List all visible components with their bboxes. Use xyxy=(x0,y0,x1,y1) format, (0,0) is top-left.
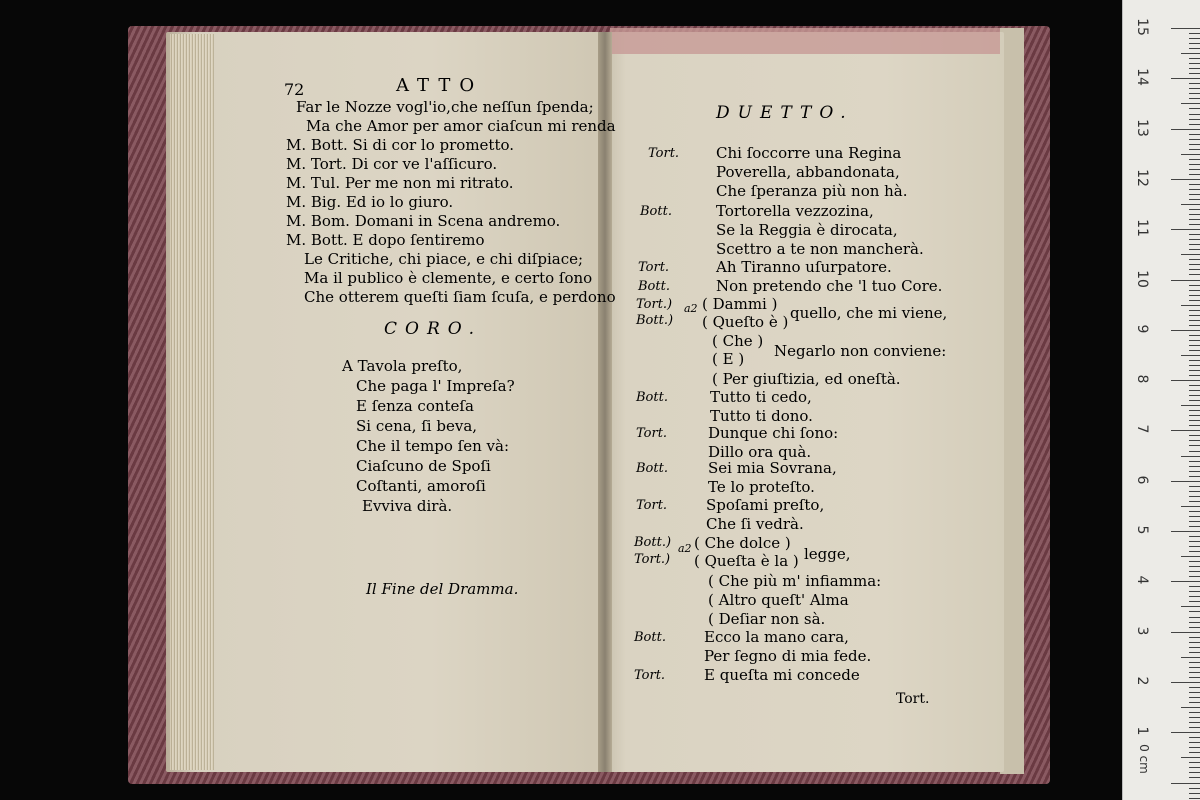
ruler-tick xyxy=(1171,28,1200,29)
ruler-tick xyxy=(1189,466,1200,467)
ruler-tick xyxy=(1171,179,1200,180)
ruler-tick xyxy=(1189,491,1200,492)
verse-line: ( Altro queſt' Alma xyxy=(708,591,849,609)
ruler-tick xyxy=(1189,63,1200,64)
coro-line: Si cena, ſi beva, xyxy=(356,417,478,435)
text-line: M. Tul. Per me non mi ritrato. xyxy=(286,174,514,192)
verse-line: Tutto ti dono. xyxy=(710,407,813,425)
speaker-label: Tort.) xyxy=(636,297,673,312)
verse-line: Sei mia Sovrana, xyxy=(708,459,837,477)
text-line: Le Critiche, chi piace, e chi diſpiace; xyxy=(304,250,584,268)
ruler-tick xyxy=(1189,350,1200,351)
ruler-tick xyxy=(1181,757,1200,758)
ruler-tick xyxy=(1189,189,1200,190)
text-line: Ma il publico è clemente, e certo ſono xyxy=(304,269,593,287)
ruler-tick xyxy=(1189,38,1200,39)
ruler-tick xyxy=(1189,737,1200,738)
ruler-tick xyxy=(1171,78,1200,79)
ruler-tick xyxy=(1189,410,1200,411)
ruler-number: 3 xyxy=(1134,626,1150,636)
ruler-tick xyxy=(1181,606,1200,607)
ruler-tick xyxy=(1189,425,1200,426)
verse-line: Tutto ti cedo, xyxy=(710,388,812,406)
ruler-tick xyxy=(1189,546,1200,547)
ruler-tick xyxy=(1189,486,1200,487)
verse-line: Tortorella vezzozina, xyxy=(716,202,874,220)
ruler-tick xyxy=(1189,144,1200,145)
ruler-tick xyxy=(1189,541,1200,542)
speaker-label: Tort. xyxy=(634,668,666,683)
speaker-label: Bott. xyxy=(636,390,668,405)
ruler-tick xyxy=(1189,88,1200,89)
ruler-tick xyxy=(1189,164,1200,165)
ruler-tick xyxy=(1189,184,1200,185)
verse-line: quello, che mi viene, xyxy=(790,304,948,322)
ruler-tick xyxy=(1189,209,1200,210)
ruler-tick xyxy=(1189,385,1200,386)
ruler-tick xyxy=(1189,591,1200,592)
ruler-tick xyxy=(1171,783,1200,784)
ruler-tick xyxy=(1189,365,1200,366)
ruler-tick xyxy=(1181,53,1200,54)
ruler-tick xyxy=(1189,360,1200,361)
verse-line: ( Che ) xyxy=(712,332,764,350)
ruler-number: 14 xyxy=(1134,68,1150,87)
ruler-tick xyxy=(1189,742,1200,743)
verse-line: ( Che più m' infiamma: xyxy=(708,572,882,590)
ruler-tick xyxy=(1189,345,1200,346)
speaker-label: Bott.) xyxy=(634,535,672,550)
speaker-label: Bott. xyxy=(640,204,672,219)
ruler-tick xyxy=(1171,430,1200,431)
ruler-tick xyxy=(1189,687,1200,688)
verse-line: ( Queſta è la ) xyxy=(694,552,799,570)
ruler-tick xyxy=(1189,159,1200,160)
ruler-tick xyxy=(1171,129,1200,130)
a2-marker: a2 xyxy=(684,302,698,315)
ruler-tick xyxy=(1189,43,1200,44)
speaker-label: Tort. xyxy=(636,498,668,513)
coro-line: Coſtanti, amoroſi xyxy=(356,477,486,495)
text-line: Far le Nozze vogl'io,che neſſun ſpenda; xyxy=(296,98,594,116)
ruler-tick xyxy=(1189,642,1200,643)
ruler-tick xyxy=(1189,596,1200,597)
ruler-tick xyxy=(1189,611,1200,612)
speaker-label: Bott. xyxy=(636,461,668,476)
ruler-tick xyxy=(1189,48,1200,49)
verse-line: ( Che dolce ) xyxy=(694,534,791,552)
ruler-tick xyxy=(1171,581,1200,582)
ruler-tick xyxy=(1189,762,1200,763)
ruler-tick xyxy=(1171,280,1200,281)
ruler-tick xyxy=(1189,310,1200,311)
speaker-label: Bott. xyxy=(634,630,666,645)
verse-line: ( Per giuſtizia, ed oneſtà. xyxy=(712,370,901,388)
ruler-number: 12 xyxy=(1134,168,1150,187)
verse-line: Te lo proteſto. xyxy=(708,478,815,496)
ruler-tick xyxy=(1189,400,1200,401)
ruler-number: 6 xyxy=(1134,475,1150,485)
text-line: Che otterem queſti ſiam ſcuſa, e perdono xyxy=(304,288,616,306)
ruler-tick xyxy=(1189,119,1200,120)
ruler-tick xyxy=(1189,73,1200,74)
ruler-tick xyxy=(1189,340,1200,341)
ruler-tick xyxy=(1189,239,1200,240)
speaker-label: Tort. xyxy=(636,426,668,441)
ruler-tick xyxy=(1181,355,1200,356)
verse-line: Ah Tiranno uſurpatore. xyxy=(716,258,892,276)
ruler-tick xyxy=(1189,521,1200,522)
ruler-tick xyxy=(1189,68,1200,69)
ruler-tick xyxy=(1189,224,1200,225)
verse-line: ( Dammi ) xyxy=(702,295,778,313)
ruler-tick xyxy=(1189,395,1200,396)
verse-line: Negarlo non conviene: xyxy=(774,342,947,360)
ruler-tick xyxy=(1189,727,1200,728)
text-line: Ma che Amor per amor ciaſcun mi renda xyxy=(306,117,616,135)
ruler-tick xyxy=(1189,335,1200,336)
verse-line: Che ſperanza più non hà. xyxy=(716,182,908,200)
ruler-tick xyxy=(1189,33,1200,34)
measuring-ruler xyxy=(1122,0,1200,800)
speaker-label: Bott.) xyxy=(636,313,674,328)
ruler-tick xyxy=(1189,93,1200,94)
ruler-tick xyxy=(1189,98,1200,99)
ruler-tick xyxy=(1189,622,1200,623)
ruler-tick xyxy=(1189,420,1200,421)
coro-line: A Tavola preſto, xyxy=(342,357,463,375)
ruler-tick xyxy=(1189,214,1200,215)
text-line: M. Bott. Si di cor lo prometto. xyxy=(286,136,515,154)
verse-line: Spoſami preſto, xyxy=(706,496,825,514)
ruler-tick xyxy=(1189,445,1200,446)
ruler-tick xyxy=(1189,471,1200,472)
ruler-tick xyxy=(1189,390,1200,391)
duetto-heading: DUETTO. xyxy=(716,103,854,123)
ruler-tick xyxy=(1189,501,1200,502)
ruler-tick xyxy=(1189,295,1200,296)
ruler-tick xyxy=(1189,461,1200,462)
ruler-tick xyxy=(1181,657,1200,658)
ruler-number: 13 xyxy=(1134,118,1150,137)
speaker-label: Bott. xyxy=(638,279,670,294)
fine-line: Il Fine del Dramma. xyxy=(366,580,519,598)
ruler-tick xyxy=(1189,798,1200,799)
speaker-label: Tort. xyxy=(638,260,670,275)
ruler-tick xyxy=(1189,772,1200,773)
ruler-number: 8 xyxy=(1134,374,1150,384)
ruler-tick xyxy=(1181,506,1200,507)
ruler-tick xyxy=(1189,576,1200,577)
ruler-tick xyxy=(1171,380,1200,381)
ruler-tick xyxy=(1189,274,1200,275)
ruler-tick xyxy=(1171,330,1200,331)
ruler-tick xyxy=(1189,325,1200,326)
ruler-tick xyxy=(1189,149,1200,150)
ruler-number: 10 xyxy=(1134,269,1150,288)
ruler-tick xyxy=(1171,481,1200,482)
verse-line: Scettro a te non mancherà. xyxy=(716,240,924,258)
ruler-tick xyxy=(1189,747,1200,748)
ruler-tick xyxy=(1189,320,1200,321)
ruler-tick xyxy=(1189,677,1200,678)
ruler-tick xyxy=(1189,476,1200,477)
ruler-tick xyxy=(1189,58,1200,59)
verse-line: ( E ) xyxy=(712,350,745,368)
text-line: M. Bom. Domani in Scena andremo. xyxy=(286,212,561,230)
ruler-tick xyxy=(1181,305,1200,306)
verse-line: Non pretendo che 'l tuo Core. xyxy=(716,277,943,295)
ruler-tick xyxy=(1189,536,1200,537)
ruler-number: 1 xyxy=(1134,726,1150,736)
ruler-tick xyxy=(1171,682,1200,683)
ruler-tick xyxy=(1189,264,1200,265)
ruler-tick xyxy=(1171,632,1200,633)
verse-line: ( Deſiar non sà. xyxy=(708,610,826,628)
ruler-tick xyxy=(1189,199,1200,200)
catchword: Tort. xyxy=(896,691,930,707)
ruler-tick xyxy=(1171,531,1200,532)
ruler-tick xyxy=(1189,667,1200,668)
ruler-tick xyxy=(1189,315,1200,316)
ruler-tick xyxy=(1189,415,1200,416)
ruler-tick xyxy=(1181,405,1200,406)
text-line: M. Bott. E dopo ſentiremo xyxy=(286,231,485,249)
page-number: 72 xyxy=(284,80,305,99)
verse-line: ( Queſto è ) xyxy=(702,313,789,331)
ruler-tick xyxy=(1189,672,1200,673)
coro-line: E ſenza conteſa xyxy=(356,397,474,415)
ruler-tick xyxy=(1189,561,1200,562)
verse-line: Poverella, abbandonata, xyxy=(716,163,900,181)
ruler-tick xyxy=(1171,732,1200,733)
verse-line: Per ſegno di mia fede. xyxy=(704,647,872,665)
ruler-tick xyxy=(1189,662,1200,663)
coro-line: Che paga l' Impreſa? xyxy=(356,377,515,395)
ruler-tick xyxy=(1189,767,1200,768)
ruler-tick xyxy=(1189,174,1200,175)
ruler-tick xyxy=(1189,496,1200,497)
speaker-label: Tort.) xyxy=(634,552,671,567)
verse-line: E queſta mi concede xyxy=(704,666,860,684)
ruler-tick xyxy=(1189,551,1200,552)
ruler-tick xyxy=(1189,269,1200,270)
ruler-tick xyxy=(1189,637,1200,638)
ruler-tick xyxy=(1189,511,1200,512)
ruler-tick xyxy=(1189,712,1200,713)
ruler-tick xyxy=(1171,229,1200,230)
ruler-tick xyxy=(1189,194,1200,195)
coro-line: Ciaſcuno de Spoſi xyxy=(356,457,491,475)
ruler-tick xyxy=(1189,259,1200,260)
ruler-tick xyxy=(1181,456,1200,457)
ruler-number: 4 xyxy=(1134,575,1150,585)
ruler-tick xyxy=(1189,124,1200,125)
speaker-label: Tort. xyxy=(648,146,680,161)
ruler-number: 15 xyxy=(1134,18,1150,36)
ruler-tick xyxy=(1189,375,1200,376)
ruler-tick xyxy=(1189,777,1200,778)
coro-heading: CORO. xyxy=(384,319,483,339)
ruler-tick xyxy=(1189,234,1200,235)
ruler-tick xyxy=(1181,204,1200,205)
ruler-number: 7 xyxy=(1134,424,1150,434)
verse-line: Se la Reggia è dirocata, xyxy=(716,221,898,239)
ruler-tick xyxy=(1189,370,1200,371)
ruler-tick xyxy=(1189,717,1200,718)
ruler-tick xyxy=(1189,601,1200,602)
a2-marker: a2 xyxy=(678,542,692,555)
pink-insert xyxy=(610,28,1000,54)
ruler-tick xyxy=(1189,627,1200,628)
ruler-tick xyxy=(1181,154,1200,155)
ruler-tick xyxy=(1189,617,1200,618)
ruler-tick xyxy=(1189,652,1200,653)
ruler-tick xyxy=(1189,285,1200,286)
ruler-tick xyxy=(1181,103,1200,104)
text-line: M. Tort. Di cor ve l'aſſicuro. xyxy=(286,155,498,173)
ruler-number: 5 xyxy=(1134,525,1150,535)
ruler-tick xyxy=(1181,707,1200,708)
verse-line: Dillo ora quà. xyxy=(708,443,812,461)
page-edges xyxy=(170,34,214,770)
verse-line: Ecco la mano cara, xyxy=(704,628,849,646)
ruler-tick xyxy=(1189,722,1200,723)
ruler-tick xyxy=(1189,793,1200,794)
ruler-tick xyxy=(1189,702,1200,703)
ruler-tick xyxy=(1189,290,1200,291)
verse-line: legge, xyxy=(804,545,851,563)
ruler-tick xyxy=(1189,566,1200,567)
ruler-tick xyxy=(1189,139,1200,140)
coro-line: Che il tempo ſen và: xyxy=(356,437,510,455)
ruler-unit-label: 0 cm xyxy=(1136,744,1151,774)
ruler-tick xyxy=(1189,586,1200,587)
verse-line: Dunque chi ſono: xyxy=(708,424,839,442)
coro-line: Evviva dirà. xyxy=(362,497,453,515)
ruler-tick xyxy=(1189,83,1200,84)
verse-line: Chi ſoccorre una Regina xyxy=(716,144,902,162)
ruler-tick xyxy=(1181,254,1200,255)
ruler-tick xyxy=(1189,752,1200,753)
book-gutter xyxy=(598,32,612,772)
ruler-tick xyxy=(1189,249,1200,250)
ruler-tick xyxy=(1189,788,1200,789)
text-line: M. Big. Ed io lo giuro. xyxy=(286,193,454,211)
ruler-tick xyxy=(1189,692,1200,693)
ruler-tick xyxy=(1189,440,1200,441)
ruler-tick xyxy=(1189,114,1200,115)
ruler-tick xyxy=(1189,169,1200,170)
left-heading: ATTO xyxy=(396,75,484,96)
ruler-tick xyxy=(1189,244,1200,245)
ruler-tick xyxy=(1189,300,1200,301)
ruler-tick xyxy=(1189,435,1200,436)
ruler-tick xyxy=(1189,526,1200,527)
ruler-tick xyxy=(1181,556,1200,557)
ruler-number: 2 xyxy=(1134,676,1150,686)
ruler-tick xyxy=(1189,451,1200,452)
ruler-tick xyxy=(1189,571,1200,572)
ruler-number: 9 xyxy=(1134,324,1150,334)
ruler-number: 11 xyxy=(1134,219,1150,238)
ruler-tick xyxy=(1189,647,1200,648)
ruler-tick xyxy=(1189,516,1200,517)
verse-line: Che ſi vedrà. xyxy=(706,515,804,533)
ruler-tick xyxy=(1189,219,1200,220)
ruler-tick xyxy=(1189,134,1200,135)
ruler-tick xyxy=(1189,108,1200,109)
ruler-tick xyxy=(1189,697,1200,698)
